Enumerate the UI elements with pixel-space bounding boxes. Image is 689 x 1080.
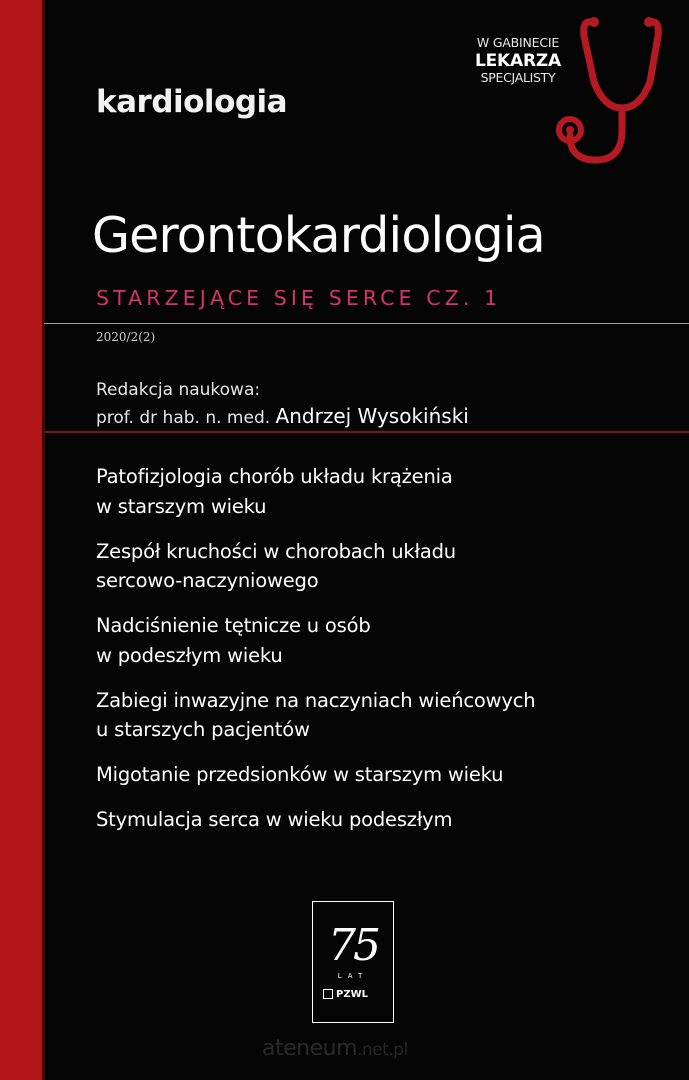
badge-line-3: SPECJALISTY [480, 69, 556, 85]
series-badge [458, 37, 578, 84]
watermark-suffix: .net.pl [357, 1040, 408, 1060]
emblem-number: 75 [328, 920, 378, 971]
contents-list [96, 462, 656, 850]
publisher-logo [323, 989, 368, 1000]
issue-number: 2020/2(2) [96, 330, 156, 344]
book-title: Gerontokardiologia [92, 207, 545, 264]
editor-label: Redakcja naukowa: [96, 380, 261, 400]
watermark-main: ateneum [262, 1036, 357, 1061]
editor-name: Andrzej Wysokiński [275, 404, 469, 428]
watermark [262, 1036, 408, 1061]
publisher-name: PZWL [336, 989, 368, 1000]
badge-line-1: W GABINECIE [476, 35, 560, 50]
book-subtitle: STARZEJĄCE SIĘ SERCE CZ. 1 [96, 286, 502, 310]
editor-line [96, 404, 469, 428]
emblem-label: LAT [337, 972, 369, 980]
contents-item: Patofizjologia chorób układu krążenia w starszym wieku [96, 465, 453, 518]
contents-item: Zabiegi inwazyjne na naczyniach wieńcowych u starszych pacjentów [96, 688, 536, 741]
badge-line-2: LEKARZA [475, 50, 561, 71]
contents-item: Migotanie przedsionków w starszym wieku [96, 763, 504, 786]
red-spine [0, 0, 42, 1080]
series-label: kardiologia [96, 84, 288, 120]
anniversary-emblem [312, 901, 394, 1023]
contents-item: Stymulacja serca w wieku podeszłym [96, 808, 453, 831]
spine-shadow [42, 0, 45, 1080]
divider-top [44, 323, 689, 324]
divider-red [44, 431, 689, 433]
editor-degree: prof. dr hab. n. med. [96, 408, 271, 428]
contents-item: Zespół kruchości w chorobach układu sercowo-naczyniowego [96, 539, 456, 592]
contents-item: Nadciśnienie tętnicze u osób w podeszłym wieku [96, 614, 371, 667]
publisher-mark-icon [323, 989, 333, 999]
